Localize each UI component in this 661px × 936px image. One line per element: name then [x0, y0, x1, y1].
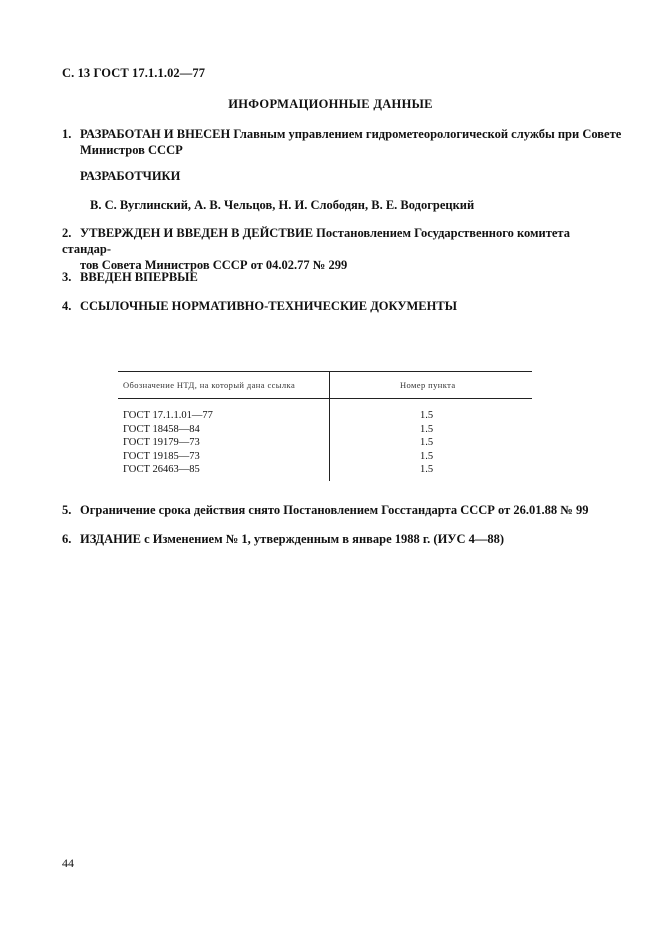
item-number: 2.: [62, 226, 72, 240]
item-1-line2: Министров СССР: [80, 143, 183, 157]
table-cell-designation: ГОСТ 19179—73: [118, 436, 330, 450]
item-4: [62, 298, 457, 314]
table-row: [118, 399, 532, 423]
table-cell-clause: 1.5: [420, 437, 434, 448]
item-2-line2: тов Совета Министров СССР от 04.02.77 № 299: [80, 258, 348, 272]
table-cell-designation: ГОСТ 18458—84: [118, 423, 330, 437]
item-3: [62, 269, 198, 285]
item-number: 5.: [62, 503, 72, 517]
item-2: [62, 225, 622, 273]
table-cell-clause: 1.5: [420, 450, 434, 462]
table-cell-clause: 1.5: [420, 410, 434, 421]
item-number: 6.: [62, 532, 72, 546]
table-cell-designation: ГОСТ 19185—73: [118, 450, 330, 464]
page-header: С. 13 ГОСТ 17.1.1.02—77: [62, 66, 206, 80]
item-3-text: ВВЕДЕН ВПЕРВЫЕ: [80, 270, 198, 284]
item-6-text: ИЗДАНИЕ с Изменением № 1, утвержденным в январе 1988 г. (ИУС 4—88): [80, 532, 505, 546]
item-2-line1: УТВЕРЖДЕН И ВВЕДЕН В ДЕЙСТВИЕ Постановлением Государственного комитета стандар-: [62, 226, 570, 256]
ntd-table: [118, 371, 532, 481]
table-row: [118, 436, 532, 450]
item-6: [62, 531, 504, 547]
item-number: 3.: [62, 270, 72, 284]
item-4-text: ССЫЛОЧНЫЕ НОРМАТИВНО-ТЕХНИЧЕСКИЕ ДОКУМЕНТЫ: [80, 299, 457, 313]
item-5: [62, 502, 588, 518]
item-1-line1: РАЗРАБОТАН И ВНЕСЕН Главным управлением гидрометеорологической службы при Совете: [80, 127, 622, 141]
page-number: 44: [62, 856, 74, 870]
item-number: 4.: [62, 299, 72, 313]
table-row: [118, 450, 532, 464]
developers-list: В. С. Вуглинский, А. В. Чельцов, Н. И. Слободян, В. Е. Водогрецкий: [90, 198, 475, 212]
table-row: [118, 463, 532, 481]
table-header-clause: Номер пункта: [330, 372, 533, 399]
table-header-row: [118, 372, 532, 399]
table-row: [118, 423, 532, 437]
table-header-designation: Обозначение НТД, на который дана ссылка: [118, 372, 330, 399]
table-cell-clause: 1.5: [420, 423, 434, 435]
table-cell-clause: 1.5: [420, 464, 434, 475]
item-1: [62, 126, 622, 158]
item-number: 1.: [62, 127, 72, 141]
developers-label: РАЗРАБОТЧИКИ: [80, 169, 181, 183]
table-cell-designation: ГОСТ 17.1.1.01—77: [118, 399, 330, 423]
item-5-text: Ограничение срока действия снято Постановлением Госстандарта СССР от 26.01.88 № 99: [80, 503, 589, 517]
section-title: ИНФОРМАЦИОННЫЕ ДАННЫЕ: [228, 97, 433, 111]
table-cell-designation: ГОСТ 26463—85: [118, 463, 330, 481]
